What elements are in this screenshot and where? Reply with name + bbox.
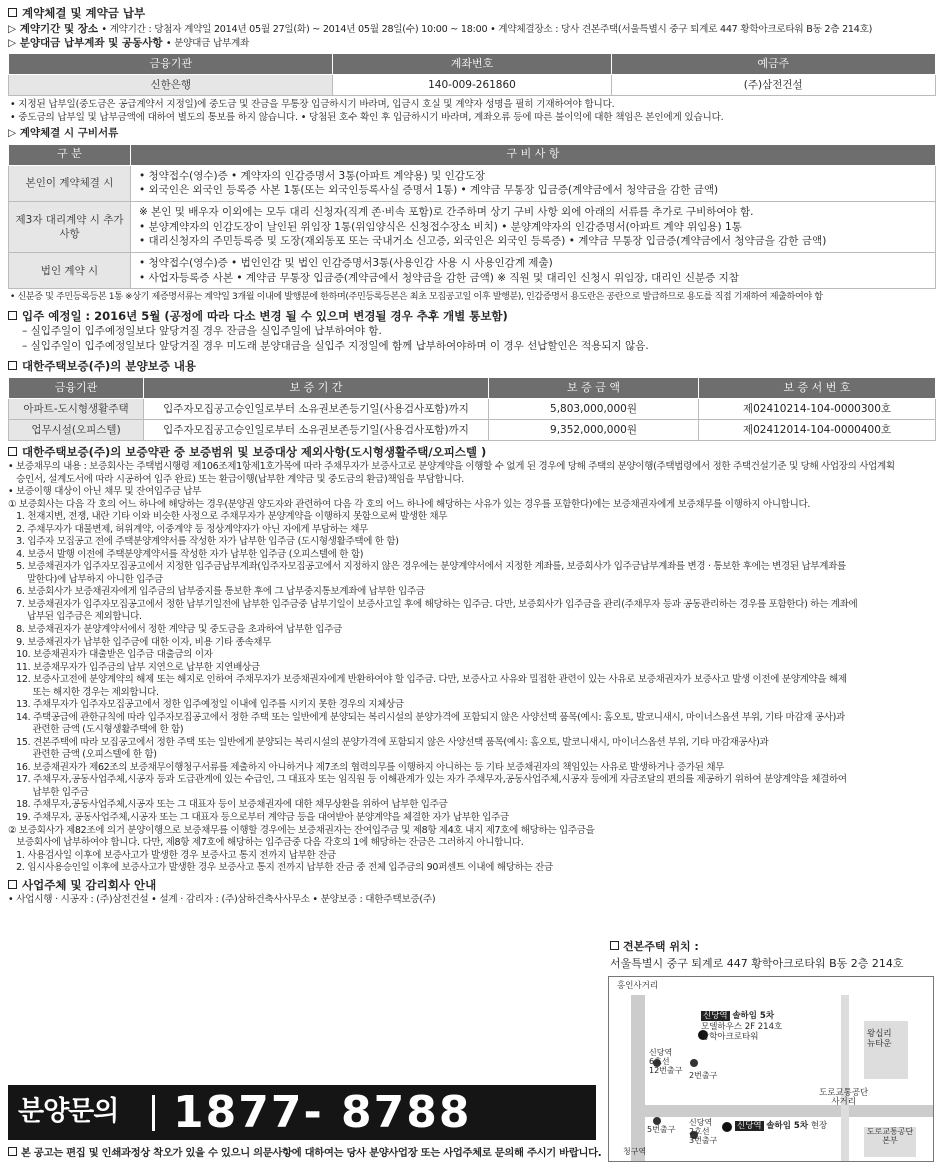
- square-icon: [8, 8, 17, 17]
- square-icon: [8, 447, 17, 456]
- road-vertical-1: [631, 995, 645, 1161]
- scope-line: 1. 천재지변, 전쟁, 내란 기타 이와 비슷한 사정으로 주채무자가 분양계약을 이행하지 못함으로써 발생한 채무: [8, 511, 448, 523]
- scope-list: [8, 461, 936, 875]
- note-line: • 지정된 납부일(중도금은 공급계약서 지정일)에 중도금 및 잔금을 무통장 입금하시기 바라며, 입금시 호실 및 계약자 성명을 필히 기재하여야 합니다.: [10, 99, 615, 111]
- scope-line: 7. 보증채권자가 입주자모집공고에서 정한 납부기일전에 납부한 입주금중 납부기일이 보증사고일 후에 해당하는 입주금. 다만, 보증회사가 입주금을 관리(주채무자 등과 공동관리하는 경우를 포함한다) 하는 계좌에: [8, 598, 858, 610]
- inquiry-banner: [8, 1085, 596, 1140]
- map-label: 2번출구: [689, 1071, 718, 1080]
- scope-line: 4. 보증서 발행 이전에 주택분양계약서를 작성한 자가 납부한 입주금 (오피스텔에 한 함): [8, 548, 364, 560]
- site-marker: [722, 1122, 732, 1132]
- scope-line: 16. 보증채권자가 제62조의 보증채무이행청구서류를 제출하지 아니하거나 제7조의 협력의무를 이행하지 아니하는 등 기타 보증채권자의 책임있는 사유로 발생하거나 증가된 채무: [8, 761, 725, 773]
- scope-line: 8. 보증채권자가 분양계약서에서 정한 계약금 및 중도금을 초과하여 납부한 입주금: [8, 624, 343, 635]
- scope-line: 납부한 입주금: [8, 786, 89, 798]
- movein-line: – 실입주일이 입주예정일보다 앞당겨질 경우 미도래 분양대금을 실입주 지정일에 함께 납부하여야하며 이 경우 선납할인은 적용되지 않음.: [22, 339, 649, 352]
- road-vertical-2: [841, 995, 849, 1161]
- scope-line: 관련한 금액 (오피스텔에 한 함): [8, 749, 157, 761]
- scope-line: 10. 보증채권자가 대출받은 입주금 대출금의 이자: [8, 649, 213, 661]
- documents-table: 구 분 구 비 사 항 본인이 계약체결 시 • 청약접수(영수)증 • 계약자의 인감증명서 3통(아파트 계약용) 및 인감도장 • 외국인은 외국인 등록증 사본 1통(또는 외국인등록사실 증명서 1통) • 계약금 무통장 입금증(계약금에서 청약금을 감한 금액) 제3자 대리계약 시 추가사항 ※ 본인 및 배우자 이외에는 모두 대리 신청자(직계 존·비속 포함)로 간주하며 상기 구비 사항 외에 아래의 서류를 추가로 구비하여야 함. • 분양계약자의 인감도장이 날인된 위임장 1통(위임양식은 신청접수장소 비치) • 분양계약자의 인감증명서(아파트 계약 위임용) 1통 • 대리신청자의 주민등록증 및 도장(재외동포 또는 국내거소 신고증, 외국인은 외국인 등록증) • 계약금 무통장 입금증(계약금에서 청약금을 감한 금액) 법인 계약 시 • 청약접수(영수)증 • 법인인감 및 법인 인감증명서3통(사용인감 사용 시 사용인감계 제출) • 사업자등록증 사본 • 계약금 무통장 입금증(계약금에서 청약금을 감한 금액) ※ 직원 및 대리인 신청시 위임장, 대리인 신분증 지참: [8, 144, 936, 290]
- section-title-movein: 입주 예정일 : 2016년 5월 (공정에 따라 다소 변경 될 수 있으며 변경될 경우 추후 개별 통보함): [8, 309, 936, 325]
- map-label: 도로교통공단 사거리: [819, 1088, 869, 1108]
- section-title-guarantee: 대한주택보증(주)의 분양보증 내용: [8, 359, 936, 375]
- map-label: 도로교통공단 본부: [866, 1127, 914, 1146]
- map-label: 5번출구: [647, 1125, 676, 1134]
- exit-marker: [690, 1059, 698, 1067]
- account-line: ▷ 분양대금 납부계좌 및 공동사항 • 분양대금 납부계좌: [8, 36, 250, 49]
- scope-line: 2. 임시사용승인일 이후에 보증사고가 발생한 경우 보증사고 통지 전까지 납부한 잔금 중 전체 입주금의 90퍼센트 이내에 해당하는 잔금: [8, 862, 553, 874]
- scope-line: 납부된 입주금은 제외합니다.: [8, 611, 142, 623]
- square-icon: [8, 880, 17, 889]
- map-callout-model: 신당역 솔하임 5차 모델하우스 2F 214호 황학아크로타워: [701, 1011, 783, 1043]
- scope-line: 19. 주채무자, 공동사업주체,시공자 또는 그 대표자 등으로부터 계약금 등을 대여받아 분양계약을 체결한 자가 납부한 입주금: [8, 811, 509, 823]
- map-label: 왕십리 뉴타운: [867, 1029, 892, 1050]
- movein-line: – 실입주일이 입주예정일보다 앞당겨질 경우 잔금을 실입주일에 납부하여야 함.: [22, 325, 382, 338]
- location-title: 견본주택 위치 :: [610, 940, 699, 955]
- location-address: 서울특별시 중구 퇴계로 447 황학아크로타워 B동 2층 214호: [610, 957, 904, 970]
- scope-line: • 보증채무의 내용 : 보증회사는 주택법시행령 제106조제1항제1호가목에 따라 주채무자가 보증사고로 분양계약을 이행할 수 없게 된 경우에 당해 주택의 분양이행(주택법령에서 정한 주택건설기준 및 당해 사업장의 사업계획: [8, 461, 895, 473]
- scope-line: • 보증이행 대상이 아닌 채무 및 잔여입주금 납부: [8, 486, 202, 498]
- scope-line: ② 보증회사가 제82조에 의거 분양이행으로 보증채무를 이행할 경우에는 보증채권자는 잔여입주금 및 제8항 제4호 내지 제7호에 해당하는 입주금을: [8, 824, 595, 836]
- location-map: [608, 976, 934, 1162]
- scope-line: 말한다)에 납부하지 아니한 입주금: [8, 573, 163, 585]
- section-title-business: 사업주체 및 감리회사 안내: [8, 878, 936, 894]
- square-icon: [8, 361, 17, 370]
- scope-line: 13. 주채무자가 입주자모집공고에서 정한 입주예정일 이내에 입주를 시키지 못한 경우의 지체상금: [8, 699, 404, 711]
- scope-line: 3. 입주자 모집공고 전에 주택분양계약서를 작성한 자가 납부한 입주금 (도시형생활주택에 한 함): [8, 536, 399, 548]
- footer-notice: 본 공고는 편집 및 인쇄과정상 착오가 있을 수 있으니 의문사항에 대하여는 당사 분양사업장 또는 사업주체로 문의해 주시기 바랍니다.: [8, 1146, 608, 1160]
- note-line: • 중도금의 납부일 및 납부금액에 대하여 별도의 통보를 하지 않습니다. • 당첨된 호수 확인 후 입금하시기 바라며, 계좌오류 등에 따른 불이익에 대한 책임은 본인에게 있습니다.: [10, 112, 724, 124]
- business-line: • 사업시행 · 시공자 : (주)삼전건설 • 설계 · 감리자 : (주)삼하건축사사무소 • 분양보증 : 대한주택보증(주): [8, 894, 436, 906]
- phone-number[interactable]: 1877- 8788: [173, 1086, 472, 1138]
- account-table: 금융기관 계좌번호 예금주 신한은행 140-009-261860 (주)삼전건설: [8, 53, 936, 96]
- map-label: 신당역 6호선 12번출구: [649, 1048, 683, 1075]
- section-title-scope: 대한주택보증(주)의 보증약관 중 보증범위 및 보증대상 제외사항(도시형생활주택/오피스텔 ): [8, 445, 936, 461]
- scope-line: 11. 보증채무자가 입주금의 납부 지연으로 납부한 지연배상금: [8, 661, 260, 673]
- scope-line: 14. 주택공급에 관한규칙에 따라 입주자모집공고에서 정한 주택 또는 일반에게 분양되는 복리시설의 분양가격에 포함되지 않은 사양선택 품목(예시: 홈오토, 발코니새시, 마이너스옵션 부위, 기타 마감재 공사)과: [8, 711, 845, 723]
- map-callout-site: 신당역 솔하임 5차 현장: [737, 1121, 828, 1131]
- scope-line: 1. 사용검사일 이후에 보증사고가 발생한 경우 보증사고 통지 전까지 납부한 잔금: [8, 849, 336, 861]
- scope-line: ① 보증회사는 다음 각 호의 어느 하나에 해당하는 경우(분양권 양도자와 관련하여 다음 각 호의 어느 하나에 해당하는 사유가 있는 경우를 포함한다)에는 보증채권자에게 보증채무를 이행하지 아니합니다.: [8, 498, 811, 510]
- square-icon: [8, 311, 17, 320]
- road-horizontal: [631, 1105, 933, 1117]
- documents-label: ▷ 계약체결 시 구비서류: [8, 127, 119, 140]
- scope-line: 17. 주채무자,공동사업주체,시공자 등과 도급관계에 있는 수급인, 그 대표자 또는 임직원 등 이해관계가 있는 자가 주채무자,공동사업주체,시공자 등에게 자금조달의 편의를 제공하기 위하여 분양계약을 체결하여: [8, 774, 847, 786]
- map-label: 홍인사거리: [617, 981, 659, 991]
- divider: [152, 1095, 155, 1131]
- inquiry-label: 분양문의: [18, 1096, 119, 1128]
- scope-line: 12. 보증사고전에 분양계약의 해제 또는 해지로 인하여 주채무자가 보증채권자에게 반환하여야 할 입주금. 다만, 보증사고 사유와 밀접한 관련이 있는 사유로 보증채권자가 보증사고 발생 이전에 분양계약을 해제: [8, 674, 847, 686]
- scope-line: 6. 보증회사가 보증채권자에게 입주금의 납부중지를 통보한 후에 그 납부중지통보계좌에 납부한 입주금: [8, 586, 425, 598]
- scope-line: 보증회사에 납부하여야 합니다. 다만, 제8항 제7호에 해당하는 입주금중 다음 각호의 1에 해당하는 잔금은 그러하지 아니합니다.: [8, 837, 524, 849]
- scope-line: 2. 주채무자가 대물변제, 허위계약, 이중계약 등 정상계약자가 아닌 자에게 부담하는 채무: [8, 523, 368, 535]
- map-label: 청구역: [623, 1147, 647, 1156]
- scope-line: 15. 견본주택에 따라 모집공고에서 정한 주택 또는 일반에게 분양되는 복리시설의 분양가격에 포함되지 않은 사양선택 품목(예시: 홈오토, 발코니새시, 마이너스옵션 부위, 기타 마감재공사)과: [8, 736, 769, 748]
- map-label: 신당역 2호선 3번출구: [689, 1118, 718, 1145]
- scope-line: 또는 해지한 경우는 제외합니다.: [8, 686, 159, 698]
- scope-line: 18. 주채무자,공동사업주체,시공자 또는 그 대표자 등이 보증채권자에 대한 채무상환을 위하여 납부한 입주금: [8, 799, 448, 811]
- contract-period-line: ▷ 계약기간 및 장소 • 계약기간 : 당첨자 계약일 2014년 05월 27일(화) ~ 2014년 05월 28일(수) 10:00 ~ 18:00 • 계약체결장소 : 당사 견본주택(서울특별시 중구 퇴계로 447 황학아크로타워 B동 2층 214호): [8, 22, 873, 35]
- exit-marker: [653, 1117, 661, 1125]
- scope-line: 5. 보증채권자가 입주자모집공고에서 지정한 입주금납부계좌(입주자모집공고에서 지정하지 않은 경우에는 분양계약서에서 지정한 계좌를, 보증회사가 입주금납부계좌를 변경 · 통보한 후에는 변경된 납부계좌를: [8, 561, 846, 573]
- scope-line: 승인서, 설계도서에 따라 시공하여 입주 완료) 또는 환급이행(납부한 계약금 및 중도금의 환급)책임을 부담합니다.: [8, 473, 464, 485]
- section-title-contract: 계약체결 및 계약금 납부: [8, 6, 936, 22]
- guarantee-table: 금융기관 보 증 기 간 보 증 금 액 보 증 서 번 호 아파트-도시형생활주택 입주자모집공고승인일로부터 소유권보존등기일(사용검사포함)까지 5,803,000,000원 제02410214-104-0000300호 업무시설(오피스텔) 입주자모집공고승인일로부터 소유권보존등기일(사용검사포함)까지 9,352,000,000원 제02412014-104-0000400호: [8, 377, 936, 441]
- scope-line: 9. 보증채권자가 납부한 입주금에 대한 이자, 비용 기타 종속채무: [8, 636, 272, 648]
- scope-line: 관련한 금액 (도시형생활주택에 한 함): [8, 724, 184, 736]
- documents-note: • 신분증 및 주민등록등본 1통 ※상기 제증명서류는 계약일 3개월 이내에 발행분에 한하며(주민등록등본은 최초 모집공고일 이후 발행분), 인감증명서 용도란은 공란으로 발급하므로 용도를 직접 기재하여 제출하여야 함: [10, 292, 823, 303]
